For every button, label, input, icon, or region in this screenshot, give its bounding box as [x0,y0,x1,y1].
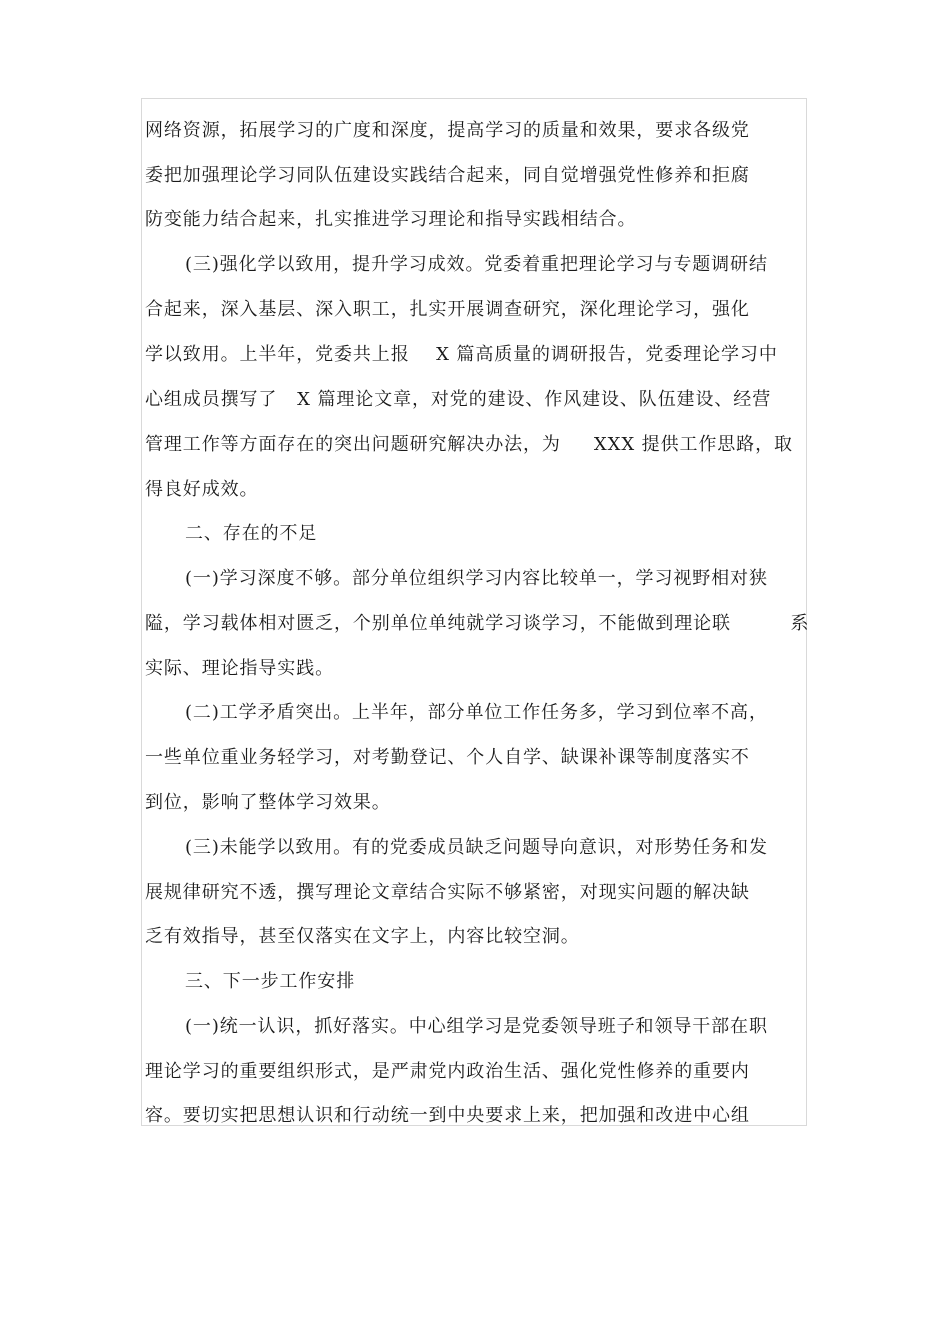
text-line: 到位，影响了整体学习效果。 [145,792,391,813]
paragraph-start-line: (三)未能学以致用。有的党委成员缺乏问题导向意识，对形势任务和发 [185,837,768,858]
text-line: 心组成员撰写了 X 篇理论文章，对党的建设、作风建设、队伍建设、经营 [145,389,772,410]
text-line: 学以致用。上半年，党委共上报 X 篇高质量的调研报告，党委理论学习中 [145,344,778,365]
section-heading: 二、存在的不足 [185,523,318,544]
text-line: 隘，学习载体相对匮乏，个别单位单纯就学习谈学习，不能做到理论联 系 [145,613,810,634]
text-line: 防变能力结合起来，扎实推进学习理论和指导实践相结合。 [145,209,637,230]
text-line: 合起来，深入基层、深入职工，扎实开展调查研究，深化理论学习，强化 [145,299,750,320]
text-line: 一些单位重业务轻学习，对考勤登记、个人自学、缺课补课等制度落实不 [145,747,750,768]
paragraph-start-line: (二)工学矛盾突出。上半年，部分单位工作任务多，学习到位率不高， [185,702,768,723]
paragraph-start-line: (三)强化学以致用，提升学习成效。党委着重把理论学习与专题调研结 [185,254,768,275]
section-heading: 三、下一步工作安排 [185,971,356,992]
text-line: 管理工作等方面存在的突出问题研究解决办法，为 XXX 提供工作思路，取 [145,434,793,455]
text-line: 容。要切实把思想认识和行动统一到中央要求上来，把加强和改进中心组 [145,1105,750,1126]
text-line: 展规律研究不透，撰写理论文章结合实际不够紧密，对现实问题的解决缺 [145,882,750,903]
text-line: 网络资源，拓展学习的广度和深度，提高学习的质量和效果，要求各级党 [145,120,750,141]
text-line: 得良好成效。 [145,479,259,500]
text-line: 委把加强理论学习同队伍建设实践结合起来，同自觉增强党性修养和拒腐 [145,165,750,186]
text-line: 乏有效指导，甚至仅落实在文字上，内容比较空洞。 [145,926,580,947]
paragraph-start-line: (一)学习深度不够。部分单位组织学习内容比较单一，学习视野相对狭 [185,568,768,589]
text-line: 理论学习的重要组织形式，是严肃党内政治生活、强化党性修养的重要内 [145,1061,750,1082]
text-line: 实际、理论指导实践。 [145,658,334,679]
paragraph-start-line: (一)统一认识，抓好落实。中心组学习是党委领导班子和领导干部在职 [185,1016,768,1037]
